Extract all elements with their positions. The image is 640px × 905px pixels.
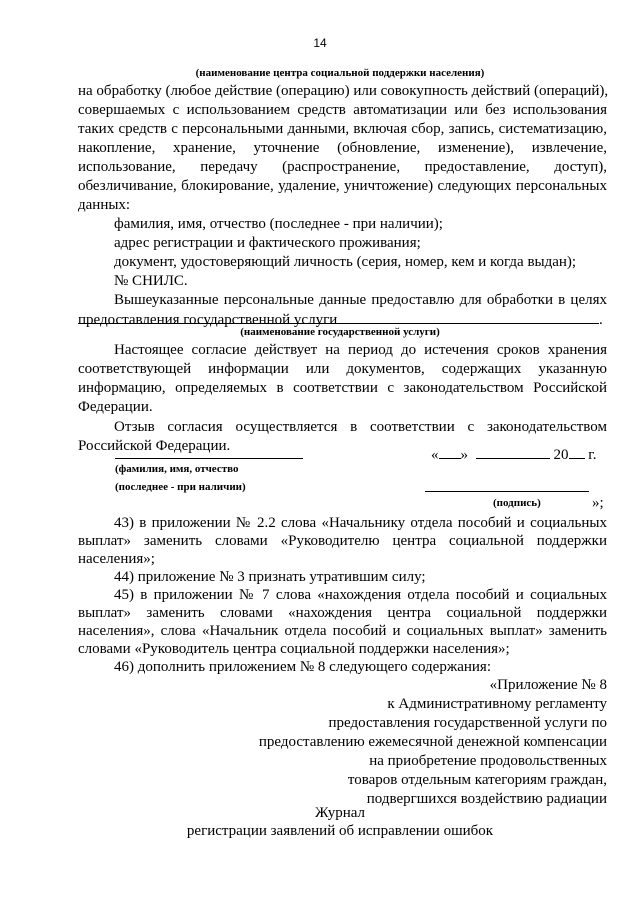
data-item: документ, удостоверяющий личность (серия, номер, кем и когда выдан);	[114, 254, 577, 270]
sign-caption-fio-note: (последнее - при наличии)	[115, 481, 246, 493]
date-open-quote: «	[431, 447, 439, 463]
validity-line: соответствующей информации или документов, содержащих указанную	[78, 361, 607, 377]
amendment-45: населения», слова «Начальник отдела пособий и социальных выплат» заменить	[78, 623, 607, 639]
consent-line: совершаемых с использованием средств автоматизации или без использования	[78, 102, 607, 118]
appendix-header-line: товаров отдельным категориям граждан,	[347, 772, 607, 788]
date-year-blank[interactable]	[569, 446, 585, 459]
caption-social-center: (наименование центра социальной поддержки населения)	[195, 67, 485, 79]
signature-blank[interactable]	[425, 491, 589, 492]
appendix-header-line: к Административному регламенту	[387, 696, 607, 712]
purpose-line: Вышеуказанные персональные данные предоставлю для обработки в целях	[114, 292, 607, 308]
amendment-43-last: населения»;	[78, 551, 155, 567]
withdraw-line: Отзыв согласия осуществляется в соответствии с законодательством	[114, 419, 607, 435]
amendment-43: выплат» заменить словами «Руководителю центра социальной поддержки	[78, 533, 607, 549]
amendment-45: 45) в приложении № 7 слова «нахождения отдела пособий и социальных	[114, 587, 607, 603]
service-name-blank-line[interactable]	[78, 323, 596, 324]
name-signature-blank[interactable]	[115, 458, 303, 459]
sign-caption-fio: (фамилия, имя, отчество	[115, 463, 239, 475]
amendment-44: 44) приложение № 3 признать утратившим силу;	[114, 569, 426, 585]
date-month-blank[interactable]	[476, 446, 550, 459]
appendix-header-line: на приобретение продовольственных	[369, 753, 607, 769]
date-year-prefix: 20	[553, 447, 569, 463]
appendix-header-line: «Приложение № 8	[489, 677, 607, 693]
withdraw-line: Российской Федерации.	[78, 438, 231, 454]
sign-end: »;	[592, 495, 604, 511]
date-year-suffix: г.	[588, 447, 597, 463]
journal-title: Журнал	[314, 805, 365, 821]
consent-line: таких средств с персональными данными, включая сбор, запись, систематизацию,	[78, 121, 607, 137]
appendix-header-line: подвергшихся воздействию радиации	[366, 791, 607, 807]
appendix-header-line: предоставлению ежемесячной денежной компенсации	[258, 734, 607, 750]
amendment-45: выплат» заменить словами «нахождения центра социальной поддержки	[78, 605, 607, 621]
data-item: фамилия, имя, отчество (последнее - при наличии);	[114, 216, 443, 232]
amendment-43: 43) в приложении № 2.2 слова «Начальнику отдела пособий и социальных	[114, 515, 607, 531]
date-day-blank[interactable]	[439, 446, 461, 459]
validity-line-last: Федерации.	[78, 399, 153, 415]
consent-line: использование, передачу (распространение, предоставление, доступ),	[78, 159, 607, 175]
appendix-header-line: предоставления государственной услуги по	[328, 715, 607, 731]
sign-caption-signature: (подпись)	[493, 497, 541, 509]
purpose-text: предоставления государственной услуги	[78, 312, 338, 328]
date-close-quote: »	[460, 447, 468, 463]
journal-subtitle: регистрации заявлений об исправлении ошибок	[186, 823, 494, 839]
consent-line: накопление, хранение, уточнение (обновление, изменение), извлечение,	[78, 140, 607, 156]
data-item: адрес регистрации и фактического проживания;	[114, 235, 421, 251]
consent-line: на обработку (любое действие (операцию) или совокупность действий (операций),	[78, 83, 609, 99]
consent-line: обезличивание, блокирование, удаление, уничтожение) следующих персональных	[78, 178, 607, 194]
purpose-end: .	[599, 312, 603, 328]
date-line	[431, 446, 596, 463]
data-item: № СНИЛС.	[114, 273, 188, 289]
page-number: 14	[313, 36, 327, 50]
caption-service: (наименование государственной услуги)	[240, 326, 440, 338]
amendment-45-last: словами «Руководитель центра социальной поддержки населения»;	[78, 641, 510, 657]
validity-line: Настоящее согласие действует на период до истечения сроков хранения	[114, 342, 607, 358]
consent-line-last: данных:	[78, 197, 131, 213]
validity-line: информацию, определяемых в соответствии с законодательством Российской	[78, 380, 607, 396]
amendment-46: 46) дополнить приложением № 8 следующего содержания:	[114, 659, 491, 675]
